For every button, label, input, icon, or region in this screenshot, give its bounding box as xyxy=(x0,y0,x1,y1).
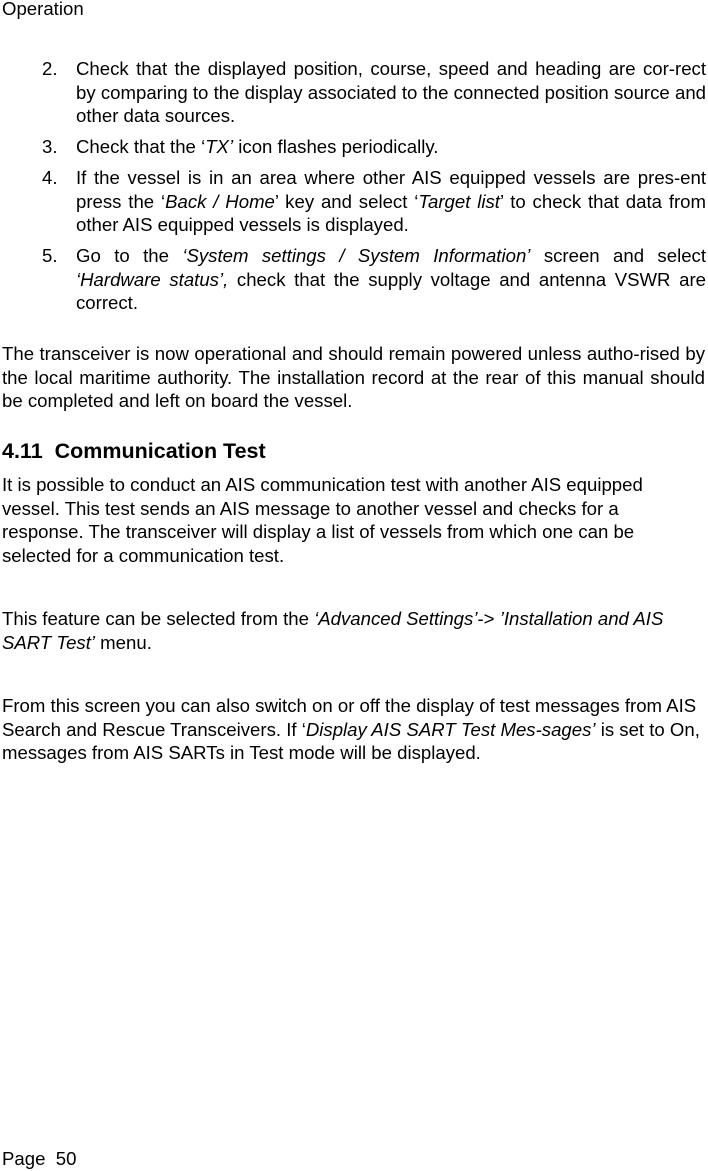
sart-paragraph: From this screen you can also switch on or off the display of test messages from AIS Search and Rescue Transceivers. If ‘Display AIS SART Test Mes-sages’ is set to On, messages from AIS SARTs in Test mode will be displayed. xyxy=(2,695,700,763)
menu-location-paragraph: This feature can be selected from the ‘Advanced Settings’-> ’Installation and AIS SART Test’ menu. xyxy=(2,608,664,653)
list-item-number: 5. xyxy=(42,245,58,266)
page-number: 50 xyxy=(55,1148,77,1169)
procedure-list xyxy=(42,57,706,322)
section-number: 4.11 xyxy=(2,439,43,463)
section-title: Communication Test xyxy=(54,439,266,463)
list-item-number: 4. xyxy=(42,167,58,188)
list-item xyxy=(42,57,706,128)
list-item-text: Check that the ‘TX’ icon flashes periodically. xyxy=(76,136,439,157)
communication-test-paragraph: It is possible to conduct an AIS communication test with another AIS equipped vessel. This test sends an AIS message to another vessel and checks for a response. The transceiver will display a list of vessels from which one can be selected for a communication test. xyxy=(2,474,643,566)
list-item xyxy=(42,135,706,159)
list-item-text: If the vessel is in an area where other AIS equipped vessels are pres-ent press the ‘Back / Home’ key and select ‘Target list’ to check that data from other AIS equipped vessels is displayed. xyxy=(76,167,707,235)
page-footer xyxy=(2,1147,76,1171)
section-heading xyxy=(2,437,266,465)
list-item-text: Go to the ‘System settings / System Information’ screen and select ‘Hardware status’, check that the supply voltage and antenna VSWR are correct. xyxy=(76,245,706,313)
running-header: Operation xyxy=(2,0,84,19)
list-item-number: 3. xyxy=(42,136,58,157)
operational-paragraph: The transceiver is now operational and should remain powered unless autho-rised by the local maritime authority. The installation record at the rear of this manual should be completed and left on board the vessel. xyxy=(2,343,705,411)
list-item-text: Check that the displayed position, course, speed and heading are cor-rect by comparing to the display associated to the connected position source and other data sources. xyxy=(76,58,706,126)
list-item xyxy=(42,166,706,237)
list-item xyxy=(42,244,706,315)
list-item-number: 2. xyxy=(42,58,58,79)
page-label: Page xyxy=(2,1148,46,1169)
